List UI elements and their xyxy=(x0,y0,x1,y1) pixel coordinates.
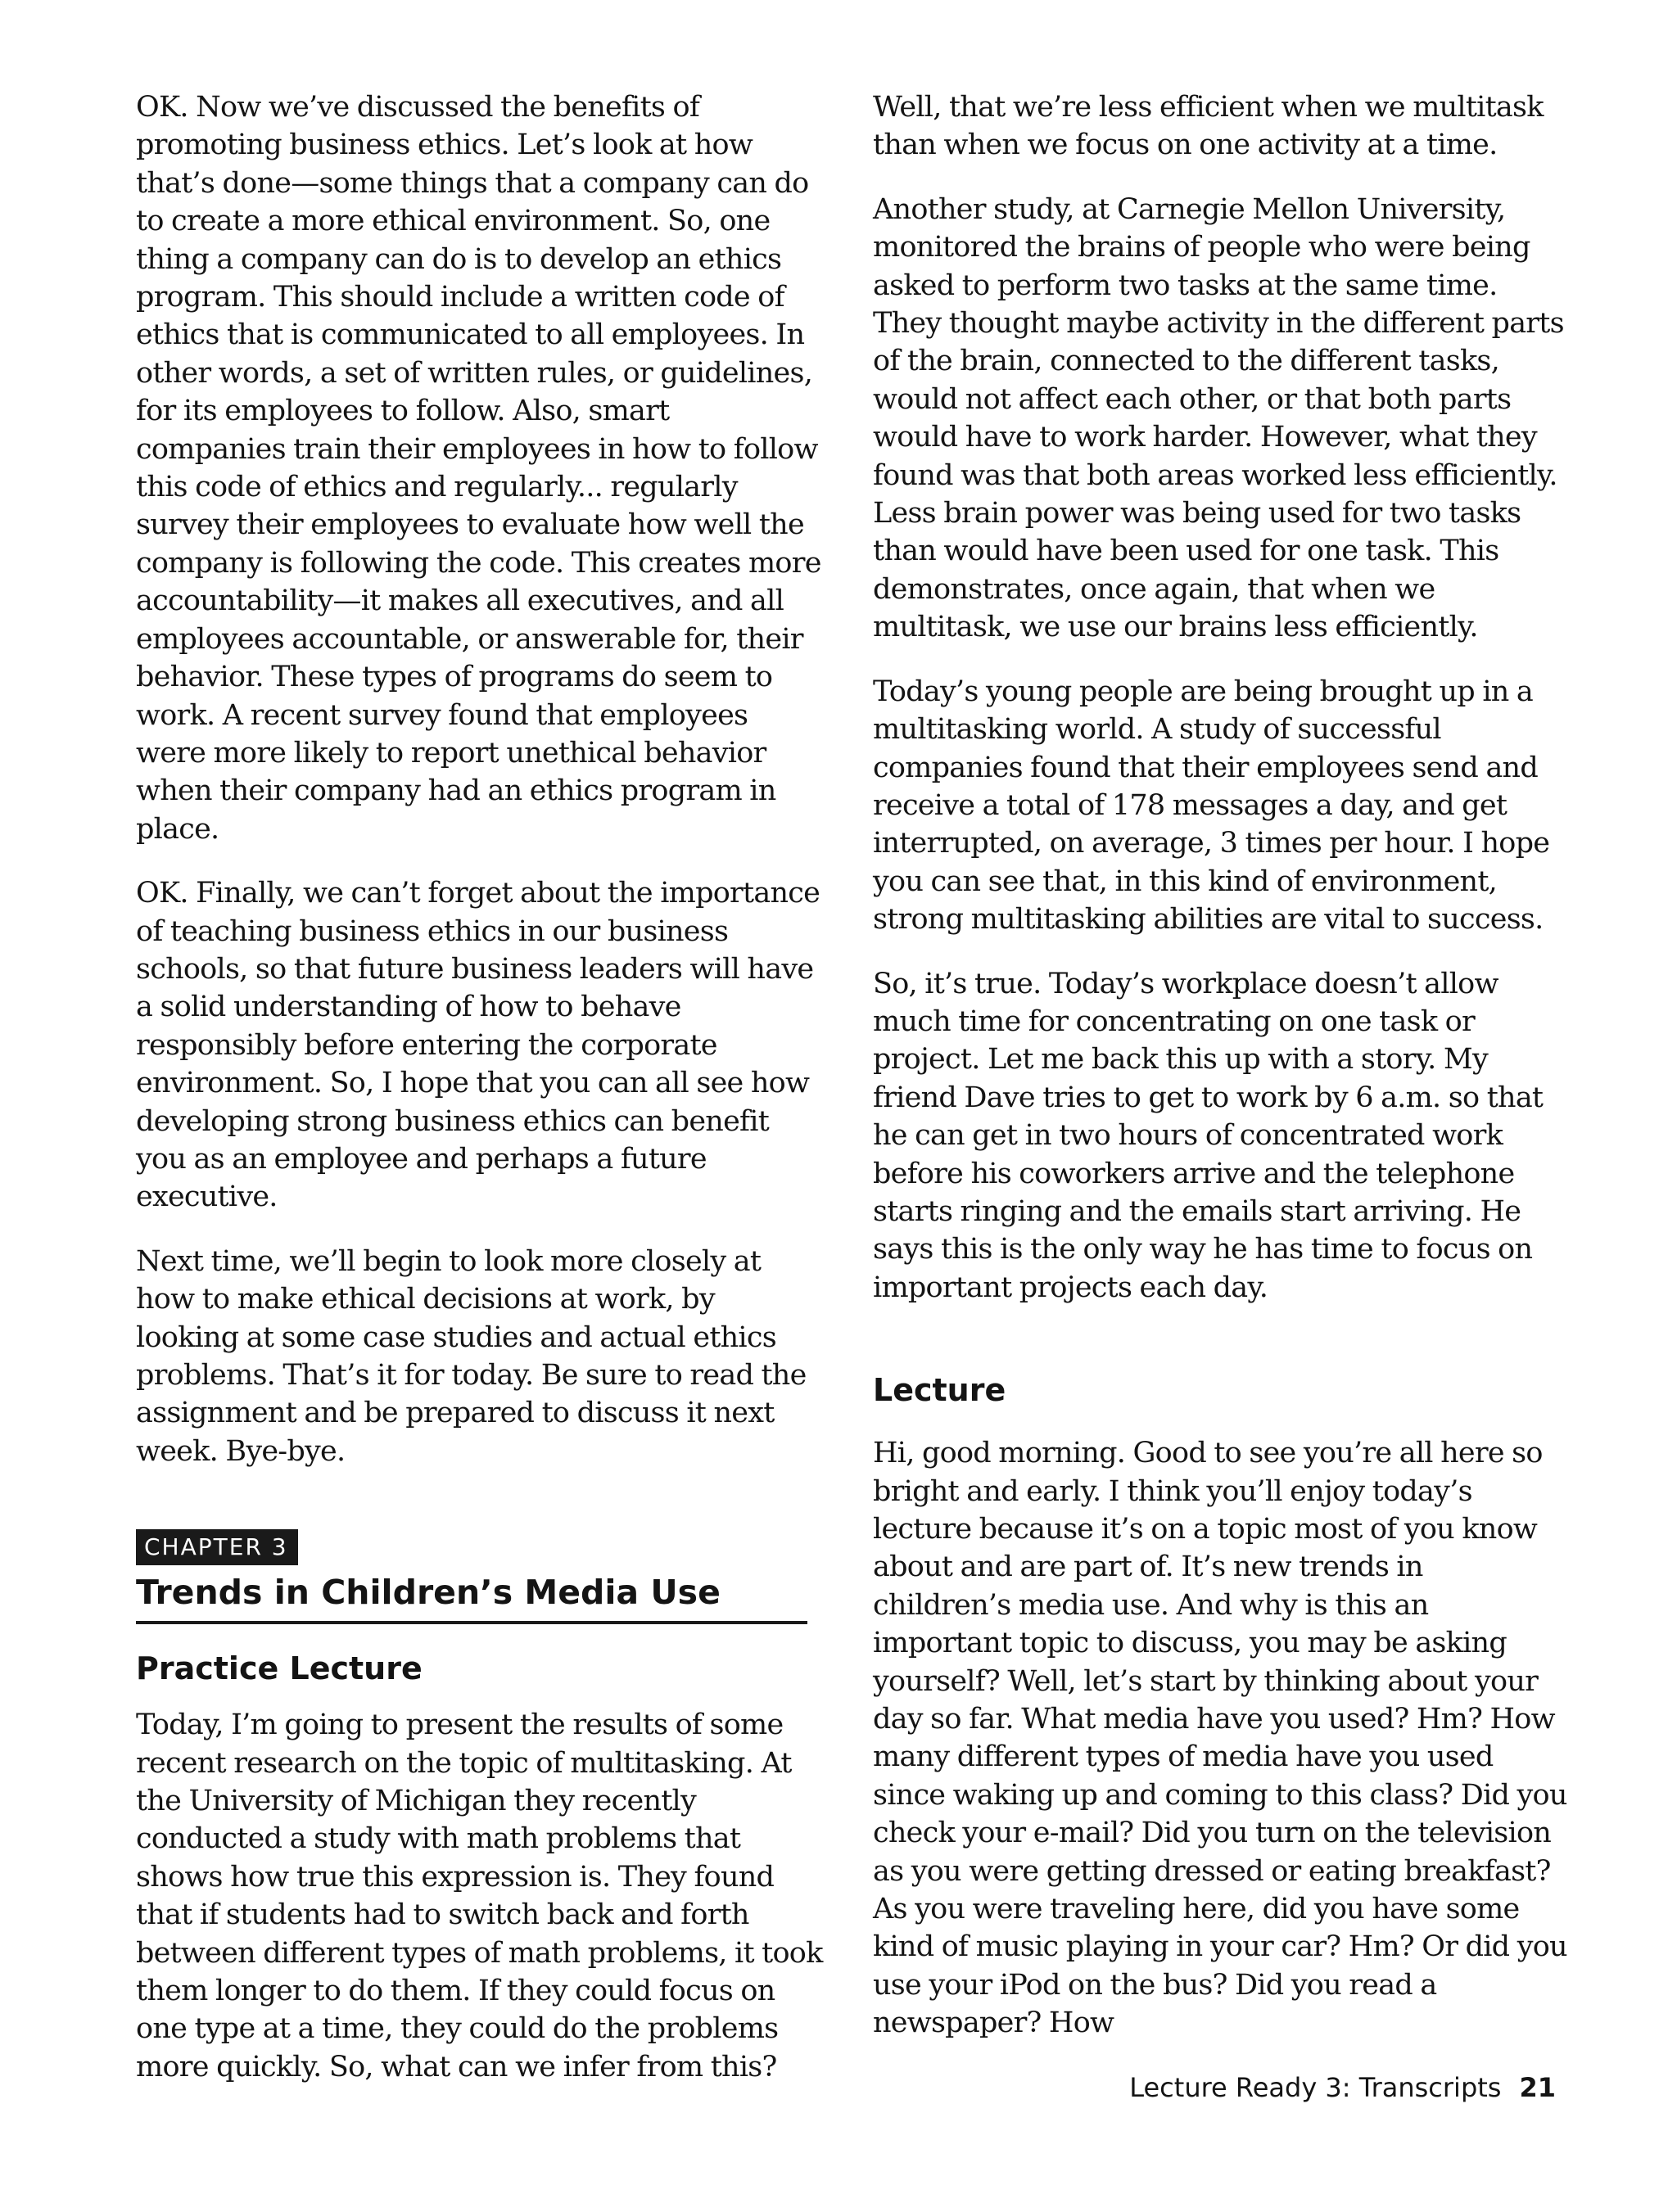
page-number: 21 xyxy=(1519,2072,1556,2103)
chapter-label: CHAPTER 3 xyxy=(136,1529,298,1565)
paragraph: OK. Now we’ve discussed the benefits of promoting business ethics. Let’s look at how that’s done—some things that a company can do to create a more ethical environment. So, one thing a company can do is to develop an ethics program. This should include a written code of ethics that is communicated to all employees. In other words, a set of written rules, or guidelines, for its employees to follow. Also, smart companies train their employees in how to follow this code of ethics and regularly... regularly survey their employees to evaluate how well the company is following the code. This creates more accountability—it makes all executives, and all employees accountable, or answerable for, their behavior. These types of programs do seem to work. A recent survey found that employees were more likely to report unethical behavior when their company had an ethics program in place. xyxy=(136,91,821,846)
paragraph: So, it’s true. Today’s workplace doesn’t allow much time for concentrating on one task or project. Let me back this up with a story. My friend Dave tries to get to work by 6 a.m. so that he can get in two hours of concentrated work before his coworkers arrive and the telephone starts ringing and the emails start arriving. He says this is the only way he has time to focus on important projects each day. xyxy=(873,967,1544,1304)
chapter-title: Trends in Children’s Media Use xyxy=(136,1572,807,1624)
book-title: Lecture Ready 3: Transcripts xyxy=(1129,2072,1502,2103)
paragraph: Another study, at Carnegie Mellon University, monitored the brains of people who were being asked to perform two tasks at the same time. They thought maybe activity in the different parts of the brain, connected to the different tasks, would not affect each other, or that both parts would have to work harder. However, what they found was that both areas worked less efficiently. Less brain power was being used for two tasks than would have been used for one task. This demonstrates, once again, that when we multitask, we use our brains less efficiently. xyxy=(873,192,1564,644)
paragraph: Today, I’m going to present the results of some recent research on the topic of multitasking. At the University of Michigan they recently conducted a study with math problems that shows how true this expression is. They found that if students had to switch back and forth between different types of math problems, it took them longer to do them. If they could focus on one type at a time, they could do the problems more quickly. So, what can we infer from this? xyxy=(136,1709,823,2083)
paragraph: Next time, we’ll begin to look more closely at how to make ethical decisions at work, by looking at some case studies and actual ethics problems. That’s it for today. Be sure to read the assignment and be prepared to discuss it next week. Bye-bye. xyxy=(136,1244,807,1468)
paragraph: Today’s young people are being brought up in a multitasking world. A study of successful companies found that their employees send and receive a total of 178 messages a day, and get interrupted, on average, 3 times per hour. I hope you can see that, in this kind of environment, strong multitasking abilities are vital to success. xyxy=(873,675,1550,937)
right-column xyxy=(873,88,1567,2069)
paragraph: Well, that we’re less efficient when we multitask than when we focus on one activity at a time. xyxy=(873,91,1544,162)
section-heading-practice-lecture: Practice Lecture xyxy=(136,1650,423,1687)
left-column xyxy=(136,88,824,2112)
chapter-header xyxy=(136,1529,824,1624)
page-footer xyxy=(1129,2071,1556,2104)
paragraph: OK. Finally, we can’t forget about the importance of teaching business ethics in our business schools, so that future business leaders will have a solid understanding of how to behave responsibly before entering the corporate environment. So, I hope that you can all see how developing strong business ethics can benefit you as an employee and perhaps a future executive. xyxy=(136,877,820,1214)
paragraph: Hi, good morning. Good to see you’re all here so bright and early. I think you’ll enjoy today’s lecture because it’s on a topic most of you know about and are part of. It’s new trends in children’s media use. And why is this an important topic to discuss, you may be asking yourself? Well, let’s start by thinking about your day so far. What media have you used? Hm? How many different types of media have you used since waking up and coming to this class? Did you check your e-mail? Did you turn on the television as you were getting dressed or eating breakfast? As you were traveling here, did you have some kind of music playing in your car? Hm? Or did you use your iPod on the bus? Did you read a newspaper? How xyxy=(873,1437,1567,2040)
section-heading-lecture: Lecture xyxy=(873,1372,1006,1409)
